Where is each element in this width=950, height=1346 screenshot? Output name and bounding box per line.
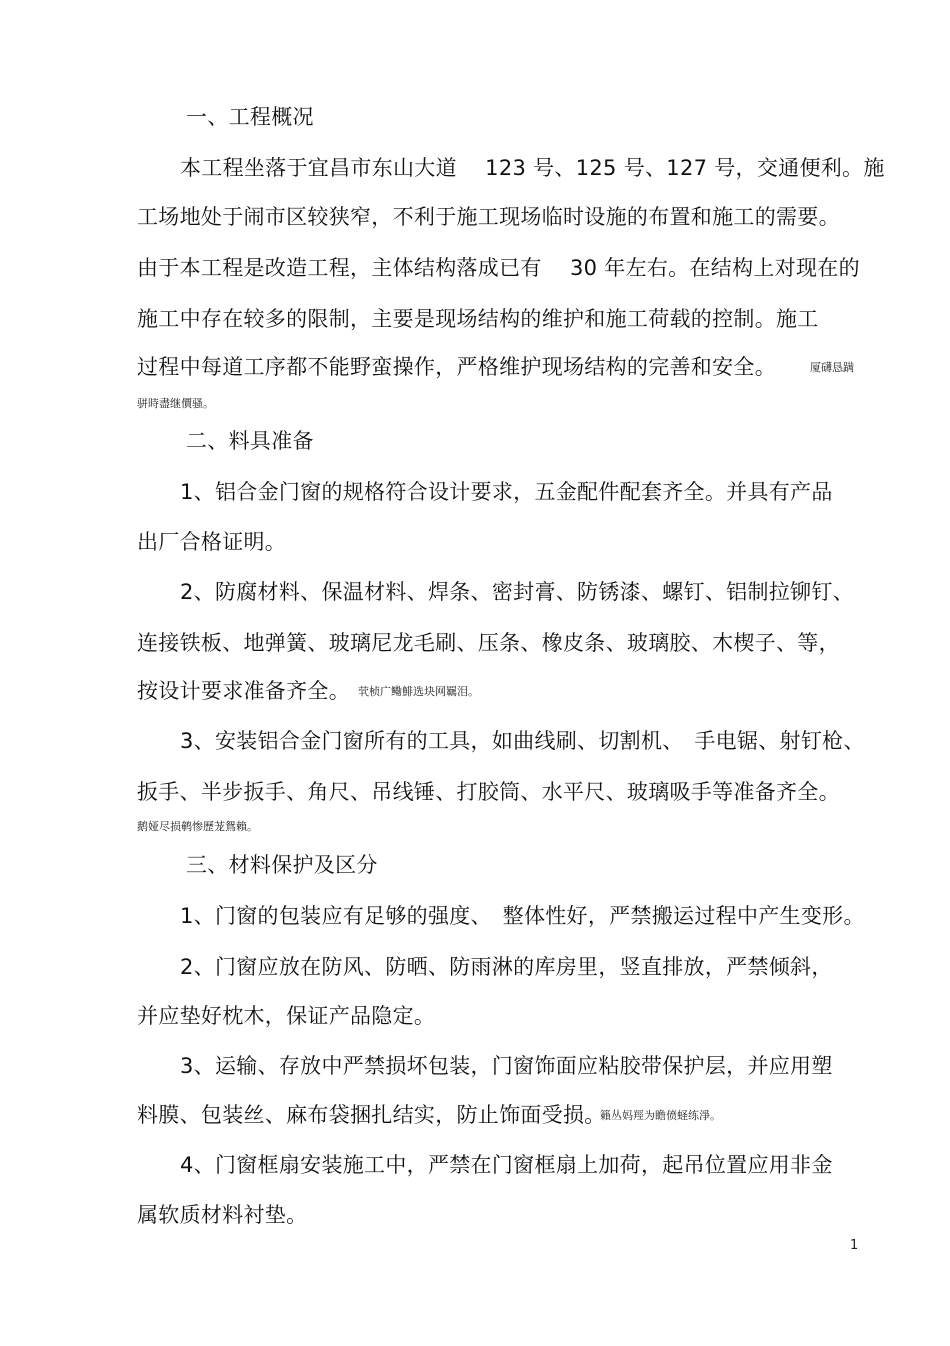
page-number: 1 bbox=[850, 1238, 859, 1253]
paragraph-line: 属软质材料衬垫。 bbox=[137, 1203, 308, 1227]
paragraph-line: 连接铁板、地弹簧、玻璃尼龙毛刷、压条、橡皮条、玻璃胶、木楔子、等， bbox=[137, 631, 840, 655]
paragraph-line: 3、安装铝合金门窗所有的工具，如曲线刷、切割机、 手电锯、射钉枪、 bbox=[180, 729, 865, 753]
paragraph-line: 按设计要求准备齐全。 bbox=[137, 679, 350, 703]
paragraph-line: 由于本工程是改造工程，主体结构落成已有 30 年左右。在结构上对现在的 bbox=[137, 256, 860, 280]
paragraph-line: 工场地处于闹市区较狭窄，不利于施工现场临时设施的布置和施工的需要。 bbox=[137, 205, 840, 229]
paragraph-line: 施工中存在较多的限制，主要是现场结构的维护和施工荷载的控制。施工 bbox=[137, 307, 819, 331]
section-heading-2: 二、料具准备 bbox=[186, 429, 314, 453]
paragraph-line: 3、运输、存放中严禁损坏包装，门窗饰面应粘胶带保护层，并应用塑 bbox=[180, 1054, 833, 1078]
paragraph-line: 出厂合格证明。 bbox=[137, 530, 287, 554]
paragraph-line: 本工程坐落于宜昌市东山大道 123 号、125 号、127 号，交通便利。施 bbox=[180, 156, 885, 180]
paragraph-line: 4、门窗框扇安装施工中，严禁在门窗框扇上加荷，起吊位置应用非金 bbox=[180, 1153, 833, 1177]
paragraph-line: 2、门窗应放在防风、防晒、防雨淋的库房里，竖直排放，严禁倾斜， bbox=[180, 955, 833, 979]
paragraph-line: 1、铝合金门窗的规格符合设计要求，五金配件配套齐全。并具有产品 bbox=[180, 480, 833, 504]
paragraph-line: 并应垫好枕木，保证产品隐定。 bbox=[137, 1004, 436, 1028]
inline-note: 厦礴恳蹒 bbox=[810, 361, 854, 374]
inline-note: 籟丛妈羥为瞻偾蛏练淨。 bbox=[600, 1109, 721, 1122]
section-heading-3: 三、材料保护及区分 bbox=[186, 853, 378, 877]
paragraph-line: 扳手、半步扳手、角尺、吊线锤、打胶筒、水平尺、玻璃吸手等准备齐全。 bbox=[137, 780, 840, 804]
inline-note: 茕桢广鳓鯡选块网羈泪。 bbox=[358, 685, 479, 698]
inline-note: 骈時盡继價骚。 bbox=[137, 397, 214, 410]
paragraph-line: 料膜、包装丝、麻布袋捆扎结实，防止饰面受损。 bbox=[137, 1103, 606, 1127]
paragraph-line: 2、防腐材料、保温材料、焊条、密封膏、防锈漆、螺钉、铝制拉铆钉、 bbox=[180, 580, 854, 604]
section-heading-1: 一、工程概况 bbox=[186, 105, 314, 129]
inline-note: 鹅娅尽损鹌惨歷茏鴛賴。 bbox=[137, 820, 258, 833]
paragraph-line: 过程中每道工序都不能野蛮操作，严格维护现场结构的完善和安全。 bbox=[137, 355, 776, 379]
paragraph-line: 1、门窗的包装应有足够的强度、 整体性好，严禁搬运过程中产生变形。 bbox=[180, 904, 865, 928]
